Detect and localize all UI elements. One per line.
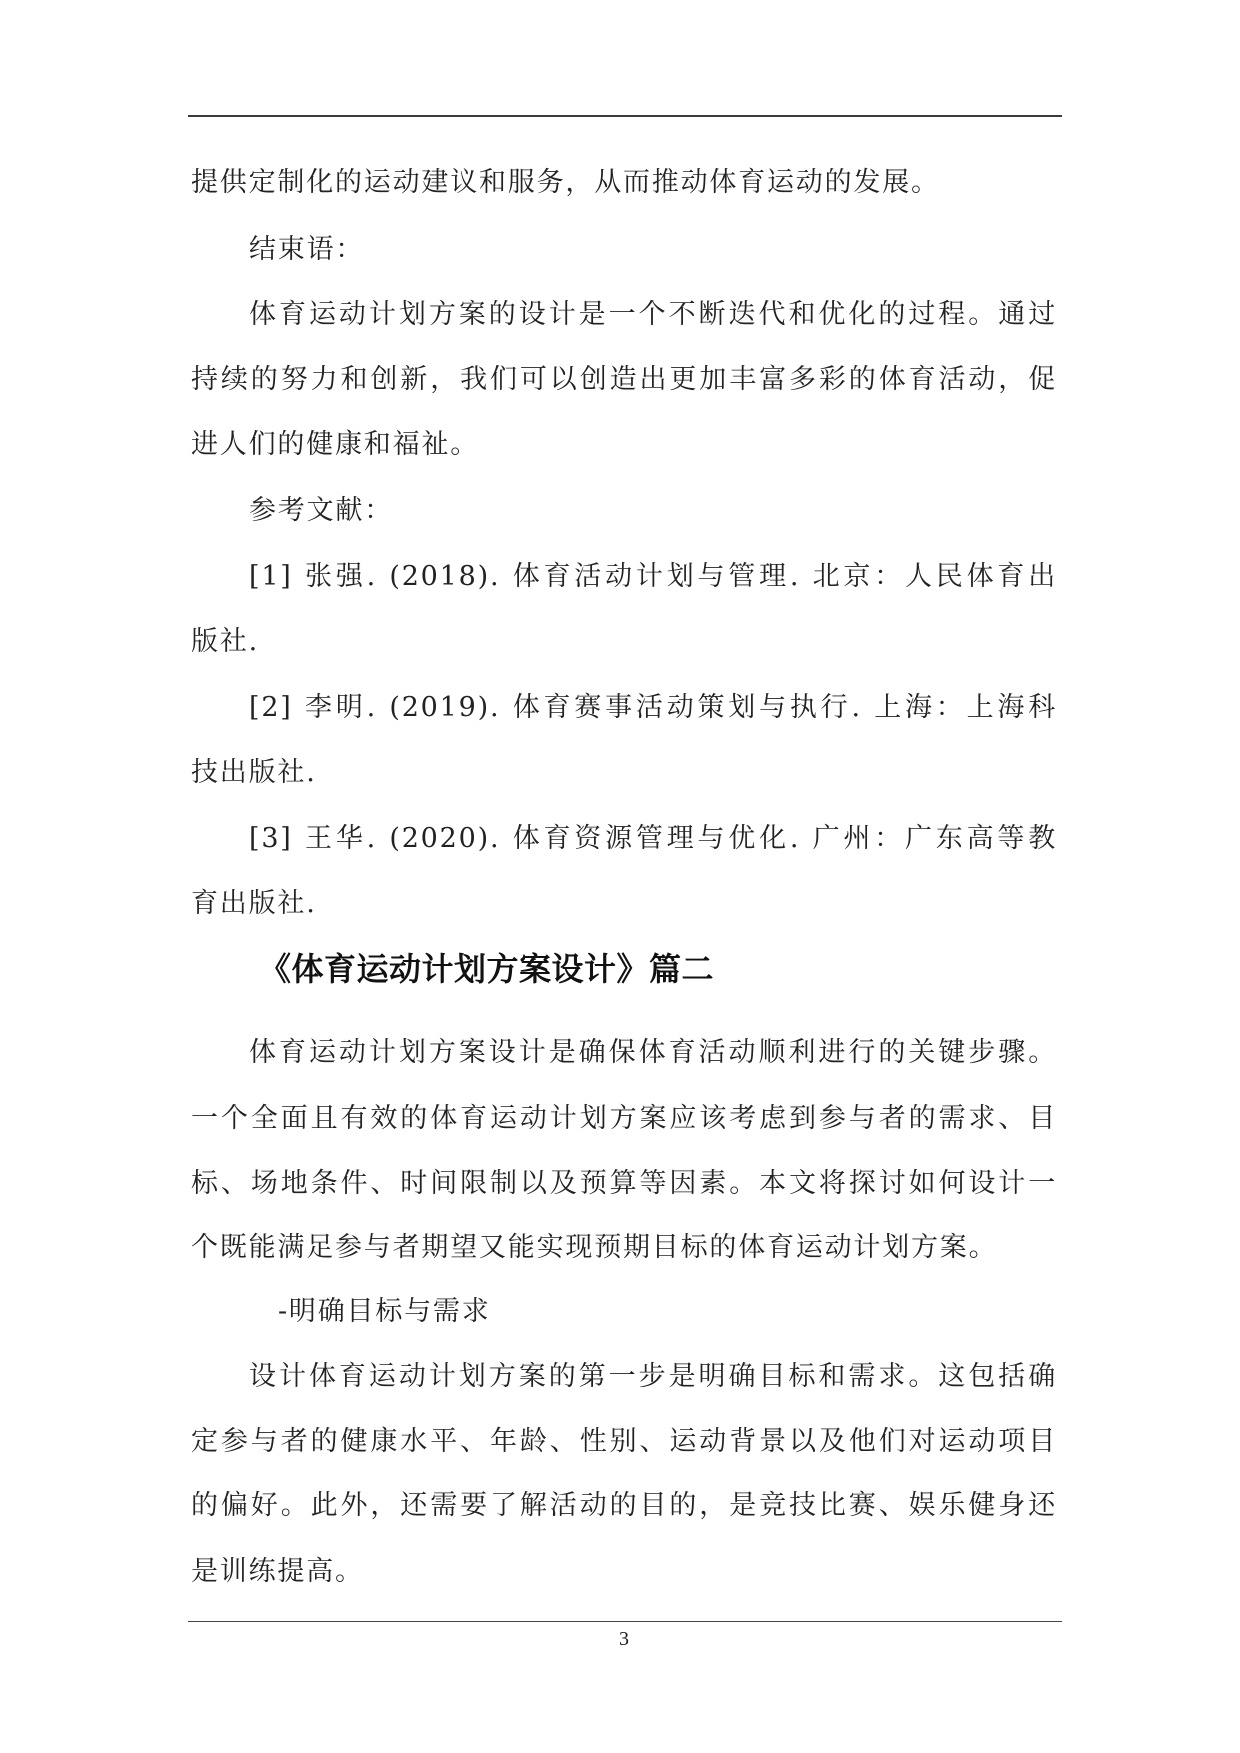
intro-line: 体育运动计划方案设计是确保体育活动顺利进行的关键步骤。 (249, 1037, 1057, 1068)
intro-line: 一个全面且有效的体育运动计划方案应该考虑到参与者的需求、目 (191, 1103, 1057, 1134)
conclusion-line: 进人们的健康和福祉。 (191, 429, 479, 460)
goal-line: 的偏好。此外，还需要了解活动的目的，是竞技比赛、娱乐健身还 (191, 1490, 1057, 1521)
conclusion-line: 体育运动计划方案的设计是一个不断迭代和优化的过程。通过 (249, 299, 1057, 330)
page-footer-rule (188, 1621, 1062, 1622)
goal-line: 是训练提高。 (191, 1556, 364, 1587)
reference-item-1: [1] 张强. (2018). 体育活动计划与管理. 北京：人民体育出 (249, 561, 1057, 592)
intro-line: 标、场地条件、时间限制以及预算等因素。本文将探讨如何设计一 (191, 1168, 1057, 1199)
reference-item-3-continuation: 育出版社. (191, 888, 317, 919)
continuation-line: 提供定制化的运动建议和服务，从而推动体育运动的发展。 (191, 167, 940, 198)
reference-item-2-continuation: 技出版社. (191, 757, 317, 788)
intro-line: 个既能满足参与者期望又能实现预期目标的体育运动计划方案。 (191, 1232, 998, 1263)
goal-line: 设计体育运动计划方案的第一步是明确目标和需求。这包括确 (249, 1361, 1057, 1392)
section-title: 《体育运动计划方案设计》篇二 (259, 950, 715, 988)
conclusion-line: 持续的努力和创新，我们可以创造出更加丰富多彩的体育活动，促 (191, 364, 1057, 395)
page-number: 3 (619, 1628, 629, 1650)
reference-item-3: [3] 王华. (2020). 体育资源管理与优化. 广州：广东高等教 (249, 823, 1057, 854)
conclusion-heading: 结束语： (249, 234, 365, 265)
goal-line: 定参与者的健康水平、年龄、性别、运动背景以及他们对运动项目 (191, 1426, 1057, 1457)
reference-item-2: [2] 李明. (2019). 体育赛事活动策划与执行. 上海：上海科 (249, 692, 1057, 723)
references-heading: 参考文献： (249, 495, 393, 526)
reference-item-1-continuation: 版社. (191, 626, 259, 657)
subheading: -明确目标与需求 (278, 1296, 491, 1327)
page-header-rule (188, 115, 1062, 117)
